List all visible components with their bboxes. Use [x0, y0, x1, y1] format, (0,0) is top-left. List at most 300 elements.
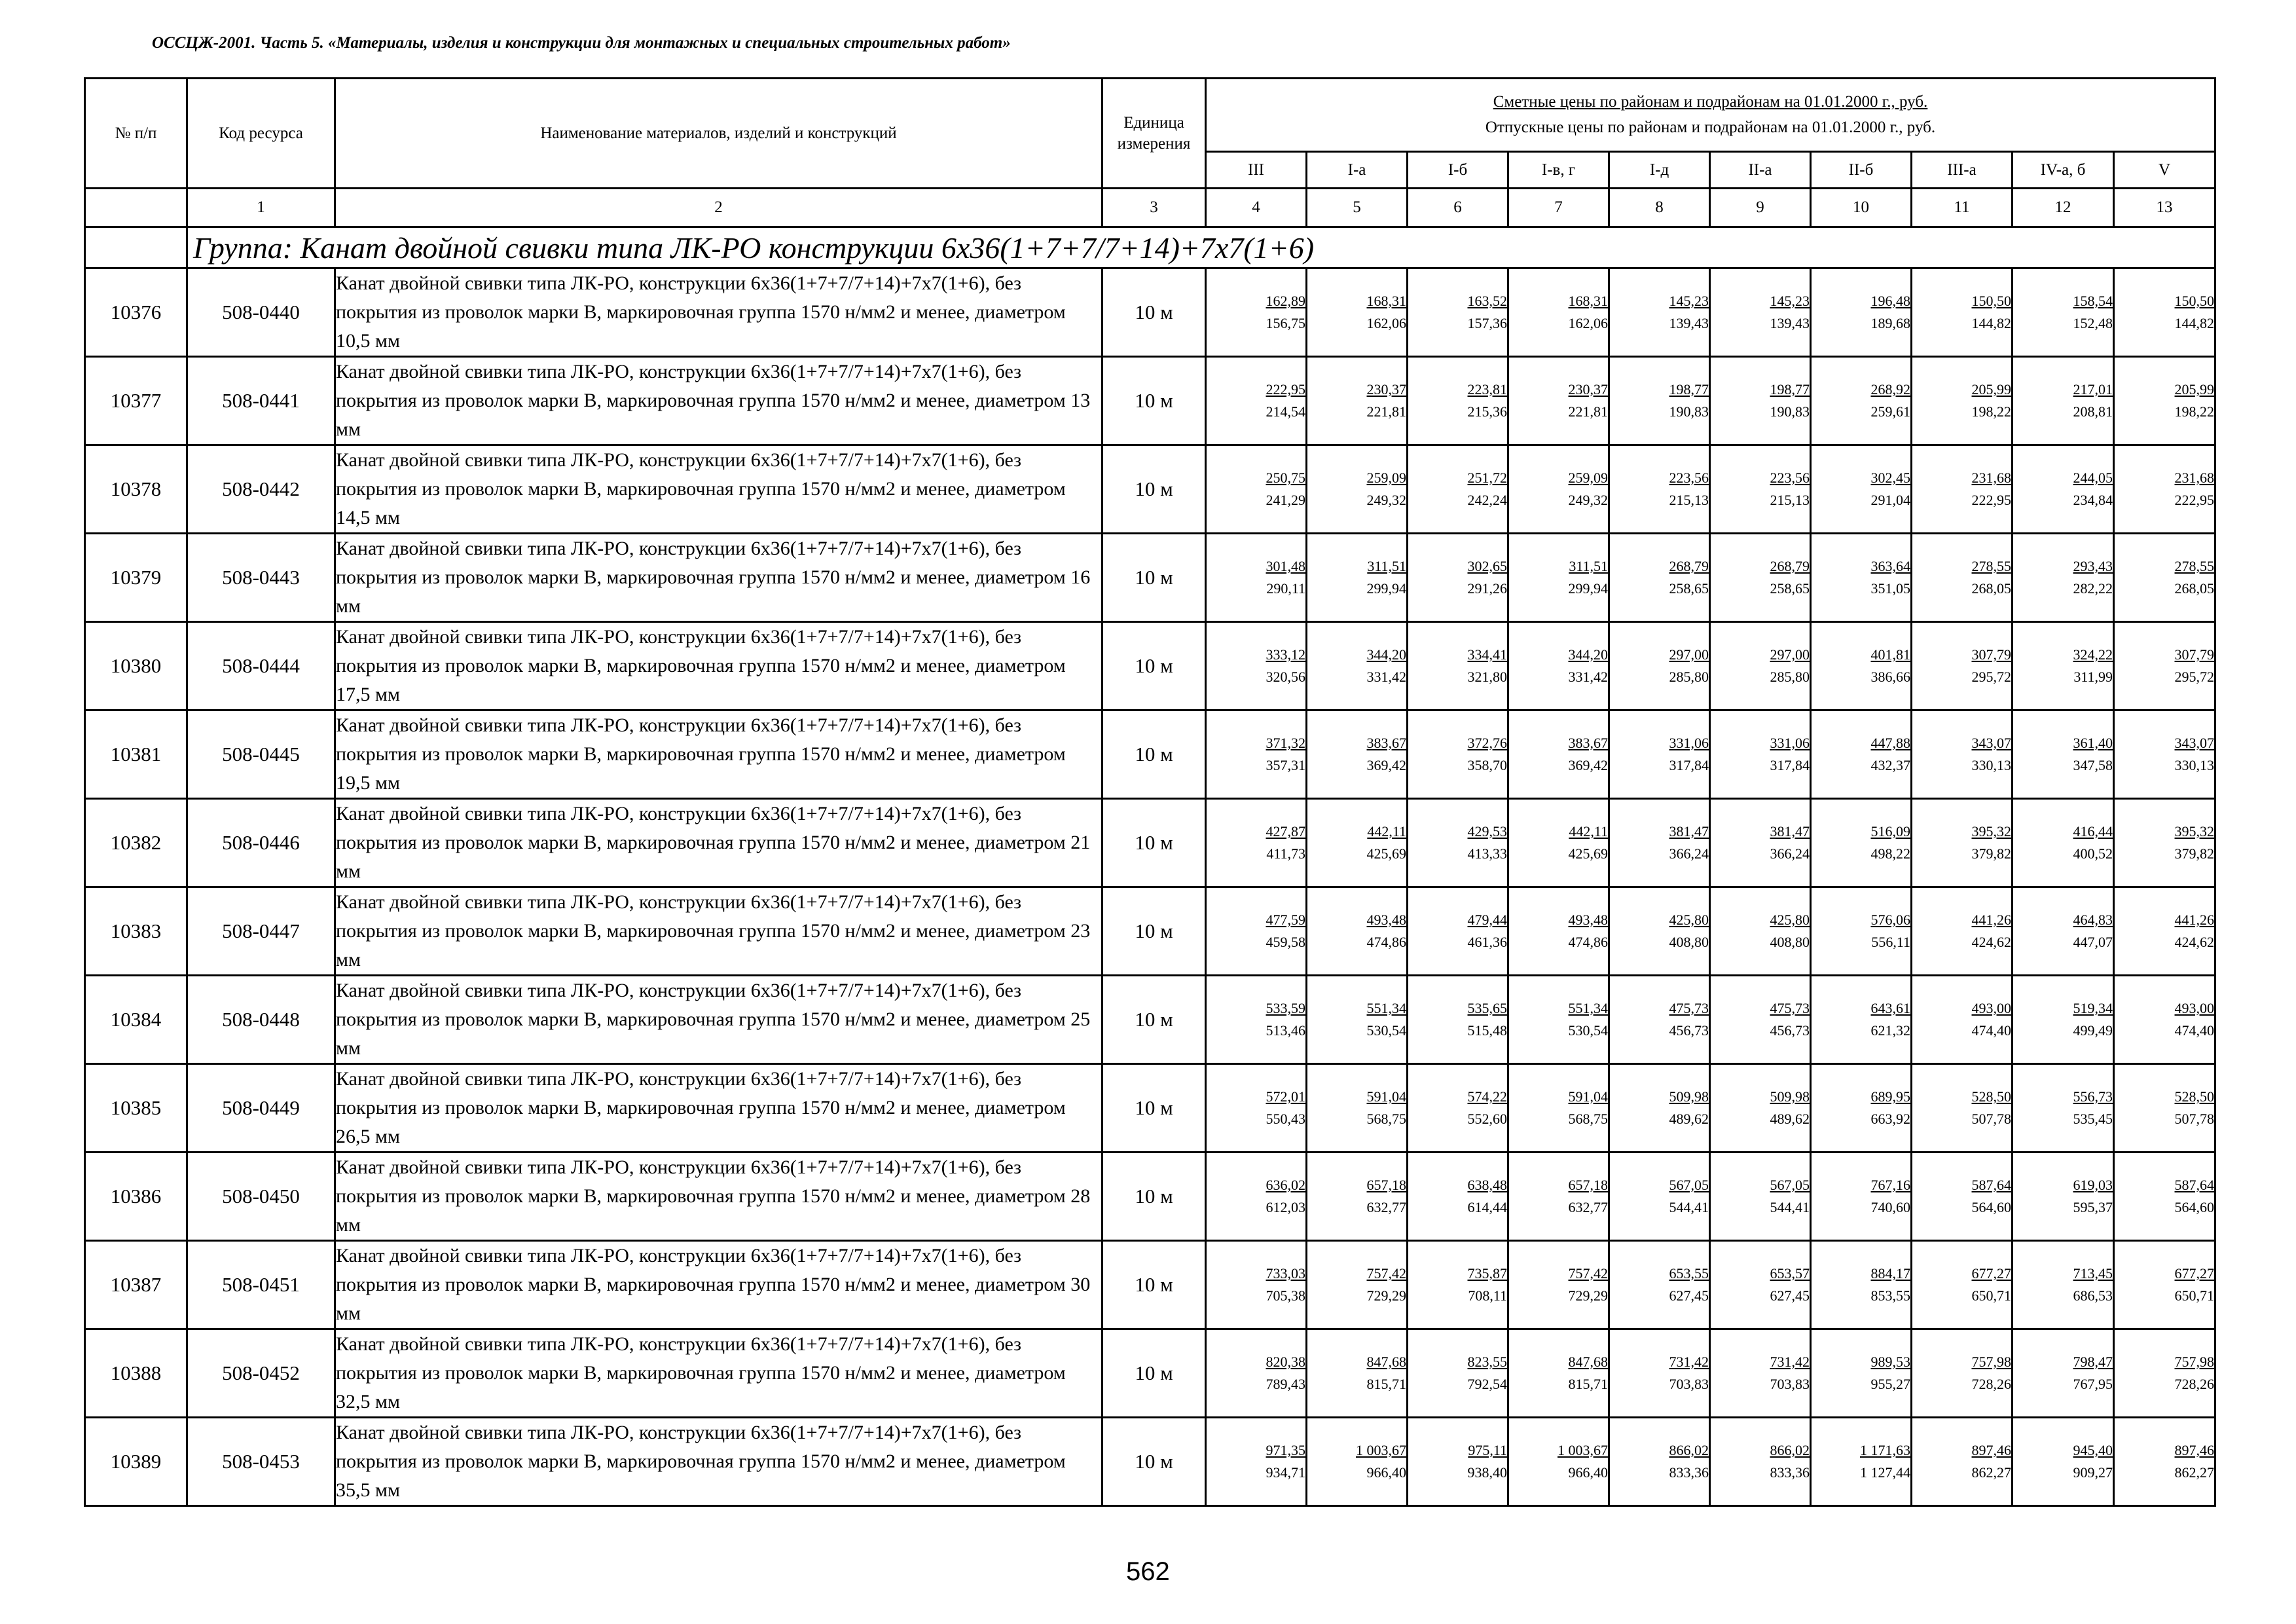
release-price: 507,78 [2174, 1111, 2215, 1127]
price-cell [1307, 445, 1408, 534]
release-price: 934,71 [1266, 1464, 1305, 1481]
release-price: 152,48 [2073, 315, 2113, 331]
price-cell [1508, 445, 1609, 534]
estimate-price: 989,53 [1870, 1354, 1910, 1370]
price-cell [1307, 1329, 1408, 1418]
unit: 10 м [1102, 1241, 1206, 1329]
table-row [85, 622, 2215, 710]
release-price: 815,71 [1366, 1376, 1406, 1392]
price-cell [2013, 534, 2114, 622]
price-cell [1206, 445, 1307, 534]
price-cell [1307, 710, 1408, 799]
item-name: Канат двойной свивки типа ЛК-РО, конструкции 6х36(1+7+7/7+14)+7х7(1+6), без покрытия из проволок марки В, маркировочная группа 1570 н/мм2 и менее, диаметром 17,5 мм [335, 622, 1102, 710]
estimate-price: 556,73 [2073, 1088, 2113, 1105]
release-price: 425,69 [1568, 845, 1608, 862]
release-price: 413,33 [1467, 845, 1507, 862]
price-cell [1307, 534, 1408, 622]
row-number: 10385 [85, 1064, 187, 1153]
release-price: 544,41 [1669, 1199, 1709, 1215]
price-cell [1307, 887, 1408, 976]
release-price: 530,54 [1568, 1022, 1608, 1039]
item-name: Канат двойной свивки типа ЛК-РО, конструкции 6х36(1+7+7/7+14)+7х7(1+6), без покрытия из проволок марки В, маркировочная группа 1570 н/мм2 и менее, диаметром 14,5 мм [335, 445, 1102, 534]
estimate-price: 302,65 [1467, 558, 1507, 574]
price-cell [1811, 1329, 1912, 1418]
release-price: 515,48 [1467, 1022, 1507, 1039]
release-price: 366,24 [1770, 845, 1810, 862]
release-price: 242,24 [1467, 492, 1507, 508]
release-price: 317,84 [1770, 757, 1810, 773]
release-price: 190,83 [1770, 403, 1810, 420]
estimate-price: 223,56 [1770, 470, 1810, 486]
price-cell [2114, 976, 2215, 1064]
release-price: 259,61 [1870, 403, 1910, 420]
table-row [85, 1153, 2215, 1241]
release-price: 552,60 [1467, 1111, 1507, 1127]
release-price: 474,40 [1971, 1022, 2011, 1039]
estimate-price: 493,48 [1366, 912, 1406, 928]
estimate-price: 230,37 [1366, 381, 1406, 397]
estimate-price: 343,07 [1971, 735, 2011, 751]
estimate-price: 653,57 [1770, 1265, 1810, 1282]
release-price: 424,62 [2174, 934, 2215, 950]
price-cell [1508, 1064, 1609, 1153]
estimate-price: 441,26 [1971, 912, 2011, 928]
price-cell [2114, 887, 2215, 976]
release-price: 198,22 [2174, 403, 2215, 420]
release-price: 703,83 [1669, 1376, 1709, 1392]
estimate-price: 866,02 [1669, 1442, 1709, 1458]
table-row [85, 445, 2215, 534]
price-cell [1609, 887, 1710, 976]
unit: 10 м [1102, 976, 1206, 1064]
price-cell [1609, 1064, 1710, 1153]
release-price: 853,55 [1870, 1287, 1910, 1304]
price-cell [1609, 976, 1710, 1064]
region-header: V [2114, 152, 2215, 189]
item-name: Канат двойной свивки типа ЛК-РО, конструкции 6х36(1+7+7/7+14)+7х7(1+6), без покрытия из проволок марки В, маркировочная группа 1570 н/мм2 и менее, диаметром 30 мм [335, 1241, 1102, 1329]
price-cell [2013, 445, 2114, 534]
release-price: 268,05 [2174, 580, 2215, 597]
release-price: 568,75 [1568, 1111, 1608, 1127]
estimate-price: 311,51 [1367, 558, 1406, 574]
price-cell [2013, 710, 2114, 799]
release-price: 459,58 [1266, 934, 1305, 950]
region-header: I-в, г [1508, 152, 1609, 189]
table-row [85, 357, 2215, 445]
price-cell [1408, 710, 1508, 799]
resource-code: 508-0447 [187, 887, 335, 976]
release-price: 425,69 [1366, 845, 1406, 862]
item-name: Канат двойной свивки типа ЛК-РО, конструкции 6х36(1+7+7/7+14)+7х7(1+6), без покрытия из проволок марки В, маркировочная группа 1570 н/мм2 и менее, диаметром 26,5 мм [335, 1064, 1102, 1153]
price-cell [1307, 622, 1408, 710]
release-price: 767,95 [2073, 1376, 2113, 1392]
price-cell [1508, 799, 1609, 887]
estimate-price: 416,44 [2073, 823, 2113, 840]
price-cell [1609, 357, 1710, 445]
release-price: 789,43 [1266, 1376, 1305, 1392]
estimate-price: 1 003,67 [1356, 1442, 1406, 1458]
price-cell [1912, 357, 2013, 445]
estimate-price: 945,40 [2073, 1442, 2113, 1458]
estimate-price: 731,42 [1770, 1354, 1810, 1370]
release-price: 189,68 [1870, 315, 1910, 331]
release-price: 290,11 [1266, 580, 1305, 597]
release-price: 1 127,44 [1860, 1464, 1910, 1481]
price-cell [1710, 268, 1811, 357]
estimate-price: 528,50 [2174, 1088, 2215, 1105]
estimate-price: 344,20 [1366, 646, 1406, 663]
estimate-price: 493,00 [2174, 1000, 2215, 1016]
release-price: 456,73 [1770, 1022, 1810, 1039]
release-price: 424,62 [1971, 934, 2011, 950]
price-cell [1912, 1064, 2013, 1153]
table-row [85, 887, 2215, 976]
price-table [84, 77, 2216, 1507]
price-cell [1408, 976, 1508, 1064]
price-cell [1408, 534, 1508, 622]
price-cell [1206, 1418, 1307, 1506]
column-index: 8 [1609, 189, 1710, 227]
estimate-price: 334,41 [1467, 646, 1507, 663]
row-number: 10378 [85, 445, 187, 534]
estimate-price: 395,32 [2174, 823, 2215, 840]
estimate-price: 475,73 [1770, 1000, 1810, 1016]
estimate-price: 757,98 [2174, 1354, 2215, 1370]
release-price: 379,82 [2174, 845, 2215, 862]
release-price: 530,54 [1366, 1022, 1406, 1039]
estimate-price: 223,56 [1669, 470, 1709, 486]
estimate-price: 847,68 [1568, 1354, 1608, 1370]
estimate-price: 223,81 [1467, 381, 1507, 397]
price-cell [1408, 622, 1508, 710]
price-cell [2114, 357, 2215, 445]
estimate-price: 395,32 [1971, 823, 2011, 840]
release-price: 966,40 [1366, 1464, 1406, 1481]
table-row [85, 1418, 2215, 1506]
estimate-price: 441,26 [2174, 912, 2215, 928]
estimate-price: 372,76 [1467, 735, 1507, 751]
price-cell [1710, 976, 1811, 1064]
price-cell [1710, 445, 1811, 534]
row-number: 10376 [85, 268, 187, 357]
price-cell [1912, 1241, 2013, 1329]
release-price: 740,60 [1870, 1199, 1910, 1215]
page-number: 562 [1126, 1557, 1170, 1586]
price-cell [1811, 799, 1912, 887]
price-cell [1408, 887, 1508, 976]
price-cell [1206, 622, 1307, 710]
price-cell [1710, 710, 1811, 799]
price-cell [1710, 799, 1811, 887]
estimate-price: 205,99 [2174, 381, 2215, 397]
release-price: 556,11 [1871, 934, 1910, 950]
release-price: 535,45 [2073, 1111, 2113, 1127]
release-price: 268,05 [1971, 580, 2011, 597]
price-cell [1811, 976, 1912, 1064]
resource-code: 508-0440 [187, 268, 335, 357]
price-cell [1609, 1418, 1710, 1506]
estimate-price: 302,45 [1870, 470, 1910, 486]
estimate-price: 205,99 [1971, 381, 2011, 397]
price-cell [1912, 268, 2013, 357]
column-index: 7 [1508, 189, 1609, 227]
price-cell [2114, 1064, 2215, 1153]
release-price: 627,45 [1770, 1287, 1810, 1304]
unit: 10 м [1102, 887, 1206, 976]
price-cell [1811, 887, 1912, 976]
price-cell [2114, 1153, 2215, 1241]
release-price: 564,60 [2174, 1199, 2215, 1215]
price-cell [2013, 268, 2114, 357]
price-cell [1307, 1418, 1408, 1506]
row-number: 10377 [85, 357, 187, 445]
estimate-price: 145,23 [1669, 293, 1709, 309]
estimate-price: 244,05 [2073, 470, 2113, 486]
unit: 10 м [1102, 534, 1206, 622]
estimate-price: 587,64 [2174, 1177, 2215, 1193]
release-price: 708,11 [1468, 1287, 1507, 1304]
resource-code: 508-0448 [187, 976, 335, 1064]
estimate-price: 333,12 [1266, 646, 1305, 663]
release-price: 299,94 [1568, 580, 1608, 597]
item-name: Канат двойной свивки типа ЛК-РО, конструкции 6х36(1+7+7/7+14)+7х7(1+6), без покрытия из проволок марки В, маркировочная группа 1570 н/мм2 и менее, диаметром 35,5 мм [335, 1418, 1102, 1506]
unit: 10 м [1102, 1418, 1206, 1506]
col-header-prices [1206, 79, 2215, 152]
item-name: Канат двойной свивки типа ЛК-РО, конструкции 6х36(1+7+7/7+14)+7х7(1+6), без покрытия из проволок марки В, маркировочная группа 1570 н/мм2 и менее, диаметром 21 мм [335, 799, 1102, 887]
price-cell [1710, 534, 1811, 622]
release-price: 162,06 [1568, 315, 1608, 331]
item-name: Канат двойной свивки типа ЛК-РО, конструкции 6х36(1+7+7/7+14)+7х7(1+6), без покрытия из проволок марки В, маркировочная группа 1570 н/мм2 и менее, диаметром 13 мм [335, 357, 1102, 445]
price-cell [2114, 1418, 2215, 1506]
price-cell [1811, 445, 1912, 534]
estimate-price: 551,34 [1568, 1000, 1608, 1016]
release-price: 815,71 [1568, 1376, 1608, 1392]
estimate-price: 509,98 [1669, 1088, 1709, 1105]
release-price: 499,49 [2073, 1022, 2113, 1039]
price-cell [1408, 799, 1508, 887]
release-price: 614,44 [1467, 1199, 1507, 1215]
estimate-price: 293,43 [2073, 558, 2113, 574]
release-price: 144,82 [2174, 315, 2215, 331]
estimate-price: 591,04 [1568, 1088, 1608, 1105]
release-price: 215,13 [1669, 492, 1709, 508]
release-price: 938,40 [1467, 1464, 1507, 1481]
table-row [85, 976, 2215, 1064]
item-name: Канат двойной свивки типа ЛК-РО, конструкции 6х36(1+7+7/7+14)+7х7(1+6), без покрытия из проволок марки В, маркировочная группа 1570 н/мм2 и менее, диаметром 32,5 мм [335, 1329, 1102, 1418]
estimate-price: 731,42 [1669, 1354, 1709, 1370]
estimate-price: 307,79 [2174, 646, 2215, 663]
release-price: 447,07 [2073, 934, 2113, 950]
release-price: 369,42 [1568, 757, 1608, 773]
index-blank [85, 189, 187, 227]
release-price: 456,73 [1669, 1022, 1709, 1039]
region-header: I-а [1307, 152, 1408, 189]
release-price: 330,13 [1971, 757, 2011, 773]
row-number: 10388 [85, 1329, 187, 1418]
estimate-price: 259,09 [1366, 470, 1406, 486]
release-price: 347,58 [2073, 757, 2113, 773]
estimate-price: 268,92 [1870, 381, 1910, 397]
release-price: 595,37 [2073, 1199, 2113, 1215]
price-cell [1609, 710, 1710, 799]
price-cell [1609, 1329, 1710, 1418]
unit: 10 м [1102, 357, 1206, 445]
row-number: 10379 [85, 534, 187, 622]
estimate-price: 297,00 [1669, 646, 1709, 663]
release-price: 317,84 [1669, 757, 1709, 773]
item-name: Канат двойной свивки типа ЛК-РО, конструкции 6х36(1+7+7/7+14)+7х7(1+6), без покрытия из проволок марки В, маркировочная группа 1570 н/мм2 и менее, диаметром 25 мм [335, 976, 1102, 1064]
price-cell [2013, 976, 2114, 1064]
estimate-price: 301,48 [1266, 558, 1305, 574]
release-price: 612,03 [1266, 1199, 1305, 1215]
price-cell [1307, 799, 1408, 887]
estimate-price: 427,87 [1266, 823, 1305, 840]
release-price: 282,22 [2073, 580, 2113, 597]
release-price: 400,52 [2073, 845, 2113, 862]
estimate-price: 150,50 [2174, 293, 2215, 309]
estimate-price: 677,27 [1971, 1265, 2011, 1282]
table-row [85, 534, 2215, 622]
release-price: 139,43 [1770, 315, 1810, 331]
estimate-price: 591,04 [1366, 1088, 1406, 1105]
estimate-price: 576,06 [1870, 912, 1910, 928]
release-price: 351,05 [1870, 580, 1910, 597]
release-price: 162,06 [1366, 315, 1406, 331]
item-name: Канат двойной свивки типа ЛК-РО, конструкции 6х36(1+7+7/7+14)+7х7(1+6), без покрытия из проволок марки В, маркировочная группа 1570 н/мм2 и менее, диаметром 28 мм [335, 1153, 1102, 1241]
price-cell [1811, 1064, 1912, 1153]
release-price: 379,82 [1971, 845, 2011, 862]
release-price: 221,81 [1366, 403, 1406, 420]
price-cell [2114, 1241, 2215, 1329]
table-row [85, 710, 2215, 799]
row-number: 10386 [85, 1153, 187, 1241]
price-cell [2013, 357, 2114, 445]
estimate-price: 757,42 [1568, 1265, 1608, 1282]
price-cell [1609, 268, 1710, 357]
price-cell [1811, 1241, 1912, 1329]
price-cell [2013, 1241, 2114, 1329]
region-header: II-а [1710, 152, 1811, 189]
header-row-1 [85, 79, 2215, 152]
release-price: 792,54 [1467, 1376, 1507, 1392]
release-price: 139,43 [1669, 315, 1709, 331]
estimate-price: 619,03 [2073, 1177, 2113, 1193]
estimate-price: 823,55 [1467, 1354, 1507, 1370]
resource-code: 508-0445 [187, 710, 335, 799]
release-price: 650,71 [1971, 1287, 2011, 1304]
estimate-price: 551,34 [1366, 1000, 1406, 1016]
estimate-price: 493,48 [1568, 912, 1608, 928]
release-price: 291,04 [1870, 492, 1910, 508]
estimate-price: 344,20 [1568, 646, 1608, 663]
release-price: 241,29 [1266, 492, 1305, 508]
price-cell [1912, 976, 2013, 1064]
resource-code: 508-0453 [187, 1418, 335, 1506]
price-cell [1206, 1241, 1307, 1329]
price-cell [1508, 976, 1609, 1064]
estimate-price: 1 171,63 [1860, 1442, 1910, 1458]
price-cell [1508, 268, 1609, 357]
price-cell [1710, 357, 1811, 445]
estimate-price: 528,50 [1971, 1088, 2011, 1105]
release-price: 331,42 [1366, 669, 1406, 685]
release-price: 258,65 [1669, 580, 1709, 597]
price-cell [1206, 1153, 1307, 1241]
release-price: 564,60 [1971, 1199, 2011, 1215]
price-cell [2013, 799, 2114, 887]
estimate-price: 196,48 [1870, 293, 1910, 309]
item-name: Канат двойной свивки типа ЛК-РО, конструкции 6х36(1+7+7/7+14)+7х7(1+6), без покрытия из проволок марки В, маркировочная группа 1570 н/мм2 и менее, диаметром 23 мм [335, 887, 1102, 976]
release-price: 285,80 [1669, 669, 1709, 685]
unit: 10 м [1102, 799, 1206, 887]
price-cell [1710, 1153, 1811, 1241]
price-cell [1206, 710, 1307, 799]
resource-code: 508-0450 [187, 1153, 335, 1241]
group-title: Группа: Канат двойной свивки типа ЛК-РО конструкции 6х36(1+7+7/7+14)+7х7(1+6) [187, 227, 2215, 268]
estimate-price: 587,64 [1971, 1177, 2011, 1193]
resource-code: 508-0446 [187, 799, 335, 887]
price-cell [1912, 887, 2013, 976]
release-price: 474,86 [1568, 934, 1608, 950]
price-cell [1206, 887, 1307, 976]
estimate-price: 975,11 [1468, 1442, 1507, 1458]
release-price: 632,77 [1568, 1199, 1608, 1215]
release-price: 544,41 [1770, 1199, 1810, 1215]
unit: 10 м [1102, 710, 1206, 799]
release-price: 489,62 [1669, 1111, 1709, 1127]
estimate-price: 383,67 [1568, 735, 1608, 751]
release-price: 432,37 [1870, 757, 1910, 773]
row-number: 10382 [85, 799, 187, 887]
release-price: 330,13 [2174, 757, 2215, 773]
estimate-price: 168,31 [1366, 293, 1406, 309]
release-price: 408,80 [1669, 934, 1709, 950]
release-price: 498,22 [1870, 845, 1910, 862]
region-header: III [1206, 152, 1307, 189]
price-cell [2013, 622, 2114, 710]
estimate-price: 250,75 [1266, 470, 1305, 486]
estimate-price: 657,18 [1568, 1177, 1608, 1193]
item-name: Канат двойной свивки типа ЛК-РО, конструкции 6х36(1+7+7/7+14)+7х7(1+6), без покрытия из проволок марки В, маркировочная группа 1570 н/мм2 и менее, диаметром 16 мм [335, 534, 1102, 622]
price-cell [1307, 268, 1408, 357]
price-cell [1609, 1241, 1710, 1329]
price-cell [1408, 1329, 1508, 1418]
column-index: 4 [1206, 189, 1307, 227]
estimate-price: 643,61 [1870, 1000, 1910, 1016]
item-name: Канат двойной свивки типа ЛК-РО, конструкции 6х36(1+7+7/7+14)+7х7(1+6), без покрытия из проволок марки В, маркировочная группа 1570 н/мм2 и менее, диаметром 10,5 мм [335, 268, 1102, 357]
price-cell [1710, 1241, 1811, 1329]
release-price: 408,80 [1770, 934, 1810, 950]
col-header-unit: Единица измерения [1102, 79, 1206, 189]
release-price: 955,27 [1870, 1376, 1910, 1392]
price-cell [1408, 268, 1508, 357]
estimate-price: 259,09 [1568, 470, 1608, 486]
unit: 10 м [1102, 268, 1206, 357]
release-price: 833,36 [1669, 1464, 1709, 1481]
release-price: 222,95 [1971, 492, 2011, 508]
release-price: 489,62 [1770, 1111, 1810, 1127]
price-cell [2114, 1329, 2215, 1418]
col-header-num: № п/п [85, 79, 187, 189]
release-price: 208,81 [2073, 403, 2113, 420]
estimate-price: 268,79 [1669, 558, 1709, 574]
resource-code: 508-0443 [187, 534, 335, 622]
estimate-price: 145,23 [1770, 293, 1810, 309]
release-price: 221,81 [1568, 403, 1608, 420]
estimate-price: 464,83 [2073, 912, 2113, 928]
estimate-price: 198,77 [1669, 381, 1709, 397]
release-price: 358,70 [1467, 757, 1507, 773]
